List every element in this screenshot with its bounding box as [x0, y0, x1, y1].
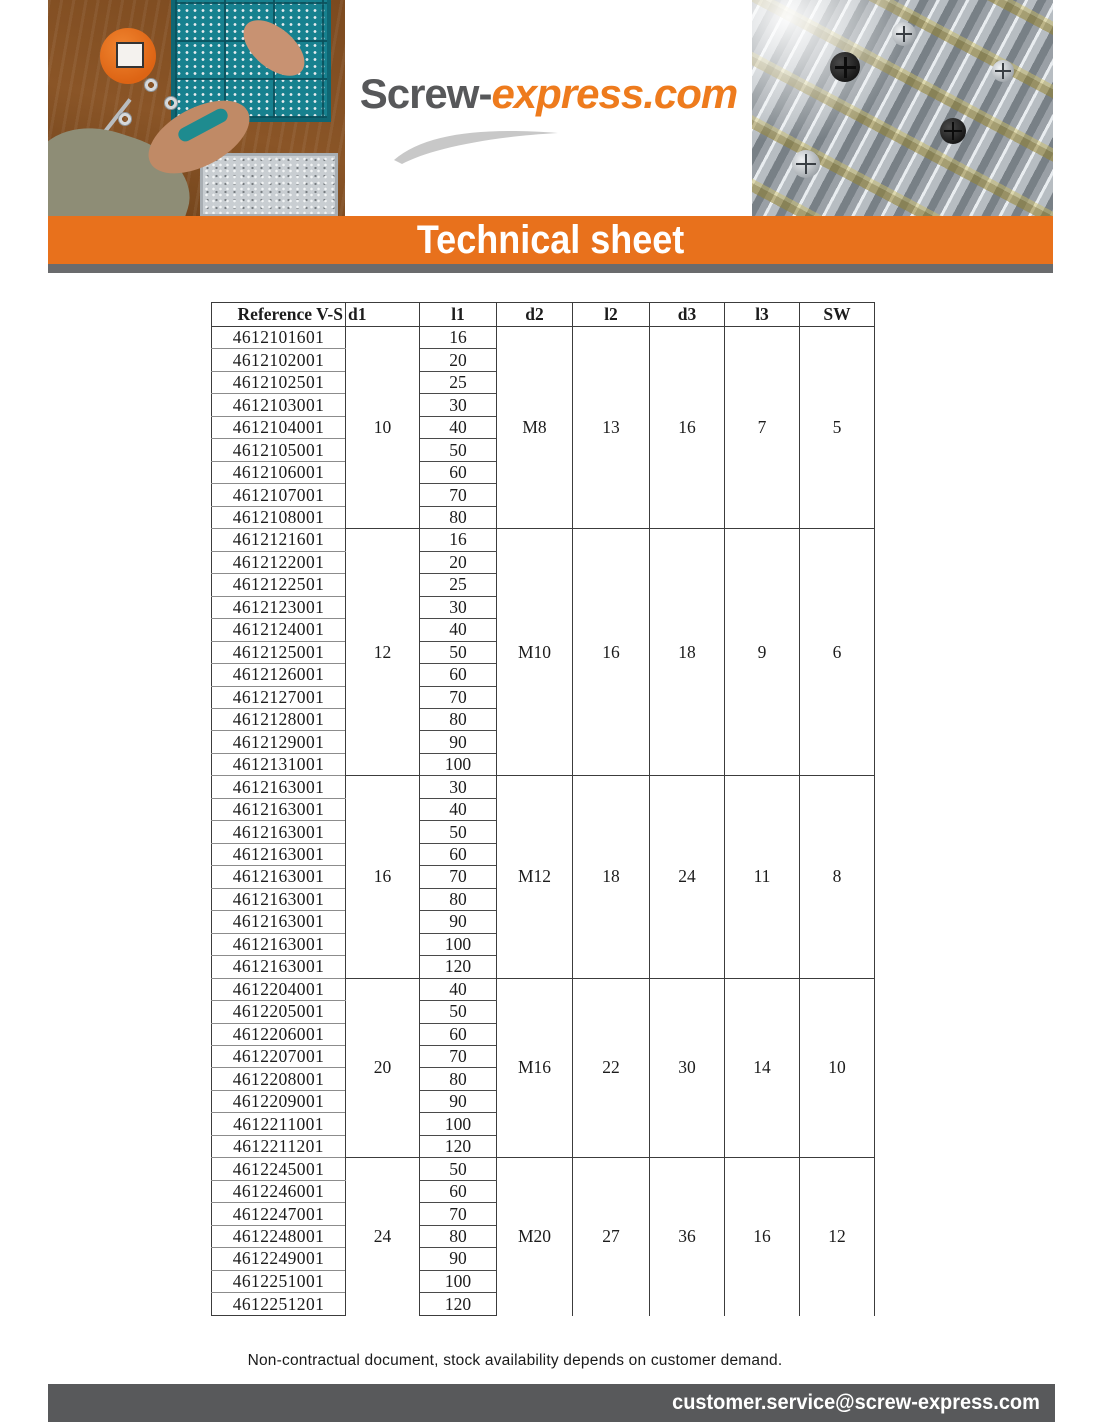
reference-cell: 4612102501	[212, 371, 346, 393]
l1-cell: 90	[420, 731, 497, 753]
screw-head-icon	[830, 52, 860, 82]
l1-cell: 120	[420, 1135, 497, 1157]
reference-cell: 4612245001	[212, 1158, 346, 1180]
reference-cell: 4612209001	[212, 1090, 346, 1112]
col-header-d2: d2	[497, 303, 573, 327]
l1-cell: 30	[420, 394, 497, 416]
reference-cell: 4612249001	[212, 1248, 346, 1270]
screw-head-icon	[792, 150, 820, 178]
reference-cell: 4612251001	[212, 1270, 346, 1292]
l1-cell: 25	[420, 371, 497, 393]
reference-cell: 4612107001	[212, 484, 346, 506]
reference-cell: 4612206001	[212, 1023, 346, 1045]
sw-cell: 6	[800, 529, 875, 776]
l1-cell: 70	[420, 1046, 497, 1068]
sw-cell: 10	[800, 978, 875, 1158]
sw-cell: 12	[800, 1158, 875, 1316]
l1-cell: 80	[420, 708, 497, 730]
screws-pile-photo	[752, 0, 1053, 217]
d2-cell: M8	[497, 327, 573, 529]
logo-text-gray: Screw-	[359, 70, 492, 117]
reference-cell: 4612105001	[212, 439, 346, 461]
d1-cell: 24	[346, 1158, 420, 1316]
l1-cell: 16	[420, 529, 497, 551]
reference-cell: 4612102001	[212, 349, 346, 371]
spec-table	[211, 302, 875, 1316]
d3-cell: 18	[650, 529, 725, 776]
reference-cell: 4612208001	[212, 1068, 346, 1090]
sw-cell: 8	[800, 776, 875, 978]
table-header-row	[212, 303, 875, 327]
reference-cell: 4612204001	[212, 978, 346, 1000]
banner-title-bar	[48, 216, 1053, 264]
footer-bar	[48, 1384, 1055, 1422]
l1-cell: 80	[420, 506, 497, 528]
l1-cell: 100	[420, 753, 497, 775]
screw-tray	[200, 153, 338, 217]
reference-cell: 4612207001	[212, 1046, 346, 1068]
contact-email: customer.service@screw-express.com	[672, 1391, 1040, 1414]
table-row	[212, 327, 875, 349]
reference-cell: 4612211201	[212, 1135, 346, 1157]
d1-cell: 16	[346, 776, 420, 978]
l3-cell: 14	[725, 978, 800, 1158]
l1-cell: 90	[420, 1248, 497, 1270]
l1-cell: 70	[420, 1203, 497, 1225]
reference-cell: 4612122501	[212, 574, 346, 596]
l1-cell: 40	[420, 619, 497, 641]
l3-cell: 7	[725, 327, 800, 529]
l1-cell: 50	[420, 821, 497, 843]
logo-text-orange: express.com	[491, 70, 738, 117]
sw-cell: 5	[800, 327, 875, 529]
d1-cell: 10	[346, 327, 420, 529]
l1-cell: 20	[420, 551, 497, 573]
reference-cell: 4612163001	[212, 933, 346, 955]
l1-cell: 60	[420, 461, 497, 483]
col-header-reference: Reference V-S	[212, 303, 346, 327]
l1-cell: 70	[420, 686, 497, 708]
table-row	[212, 1158, 875, 1180]
d3-cell: 30	[650, 978, 725, 1158]
l1-cell: 70	[420, 484, 497, 506]
reference-cell: 4612246001	[212, 1180, 346, 1202]
reference-cell: 4612163001	[212, 888, 346, 910]
l1-cell: 100	[420, 1113, 497, 1135]
l1-cell: 80	[420, 1225, 497, 1247]
screw-head-icon	[992, 60, 1014, 82]
l1-cell: 25	[420, 574, 497, 596]
banner-divider	[48, 264, 1053, 273]
l2-cell: 27	[573, 1158, 650, 1316]
l1-cell: 60	[420, 1180, 497, 1202]
l1-cell: 50	[420, 1001, 497, 1023]
reference-cell: 4612124001	[212, 619, 346, 641]
l1-cell: 120	[420, 956, 497, 978]
l1-cell: 80	[420, 888, 497, 910]
l1-cell: 60	[420, 1023, 497, 1045]
d3-cell: 16	[650, 327, 725, 529]
l1-cell: 100	[420, 1270, 497, 1292]
table-row	[212, 529, 875, 551]
reference-cell: 4612163001	[212, 866, 346, 888]
col-header-d3: d3	[650, 303, 725, 327]
l1-cell: 50	[420, 1158, 497, 1180]
reference-cell: 4612163001	[212, 956, 346, 978]
reference-cell: 4612126001	[212, 664, 346, 686]
l1-cell: 70	[420, 866, 497, 888]
d1-cell: 20	[346, 978, 420, 1158]
logo-swoosh	[388, 124, 563, 166]
l2-cell: 22	[573, 978, 650, 1158]
reference-cell: 4612122001	[212, 551, 346, 573]
reference-cell: 4612127001	[212, 686, 346, 708]
l1-cell: 90	[420, 1090, 497, 1112]
l1-cell: 30	[420, 776, 497, 798]
screw-organizer-box	[171, 0, 331, 122]
reference-cell: 4612125001	[212, 641, 346, 663]
reference-cell: 4612163001	[212, 911, 346, 933]
reference-cell: 4612163001	[212, 843, 346, 865]
l1-cell: 120	[420, 1293, 497, 1316]
l1-cell: 40	[420, 798, 497, 820]
col-header-d1: d1	[346, 303, 420, 327]
col-header-l2: l2	[573, 303, 650, 327]
reference-cell: 4612123001	[212, 596, 346, 618]
reference-cell: 4612108001	[212, 506, 346, 528]
reference-cell: 4612163001	[212, 821, 346, 843]
reference-cell: 4612248001	[212, 1225, 346, 1247]
reference-cell: 4612131001	[212, 753, 346, 775]
page-title: Technical sheet	[416, 218, 685, 262]
d2-cell: M20	[497, 1158, 573, 1316]
washer	[144, 78, 158, 92]
washer	[164, 96, 178, 110]
l1-cell: 16	[420, 327, 497, 349]
screw-head-icon	[940, 118, 966, 144]
col-header-l1: l1	[420, 303, 497, 327]
screw-express-logo	[345, 70, 752, 118]
l1-cell: 20	[420, 349, 497, 371]
l1-cell: 80	[420, 1068, 497, 1090]
reference-cell: 4612128001	[212, 708, 346, 730]
col-header-sw: SW	[800, 303, 875, 327]
reference-cell: 4612104001	[212, 416, 346, 438]
table-row	[212, 776, 875, 798]
l3-cell: 9	[725, 529, 800, 776]
reference-cell: 4612251201	[212, 1293, 346, 1316]
washer	[118, 112, 132, 126]
l3-cell: 11	[725, 776, 800, 978]
l1-cell: 40	[420, 416, 497, 438]
l2-cell: 18	[573, 776, 650, 978]
l1-cell: 40	[420, 978, 497, 1000]
d2-cell: M16	[497, 978, 573, 1158]
l1-cell: 100	[420, 933, 497, 955]
screw-head-icon	[892, 22, 916, 46]
reference-cell: 4612106001	[212, 461, 346, 483]
reference-cell: 4612163001	[212, 798, 346, 820]
disclaimer-note: Non-contractual document, stock availability depends on customer demand.	[247, 1352, 783, 1369]
reference-cell: 4612211001	[212, 1113, 346, 1135]
d2-cell: M10	[497, 529, 573, 776]
l1-cell: 60	[420, 664, 497, 686]
reference-cell: 4612121601	[212, 529, 346, 551]
reference-cell: 4612129001	[212, 731, 346, 753]
d1-cell: 12	[346, 529, 420, 776]
l1-cell: 30	[420, 596, 497, 618]
reference-cell: 4612163001	[212, 776, 346, 798]
l1-cell: 50	[420, 641, 497, 663]
l2-cell: 13	[573, 327, 650, 529]
workbench-photo	[48, 0, 345, 217]
tape-measure	[100, 28, 156, 84]
d2-cell: M12	[497, 776, 573, 978]
table-row	[212, 978, 875, 1000]
col-header-l3: l3	[725, 303, 800, 327]
reference-cell: 4612103001	[212, 394, 346, 416]
l3-cell: 16	[725, 1158, 800, 1316]
reference-cell: 4612205001	[212, 1001, 346, 1023]
l2-cell: 16	[573, 529, 650, 776]
reference-cell: 4612247001	[212, 1203, 346, 1225]
l1-cell: 60	[420, 843, 497, 865]
d3-cell: 24	[650, 776, 725, 978]
reference-cell: 4612101601	[212, 327, 346, 349]
l1-cell: 90	[420, 911, 497, 933]
l1-cell: 50	[420, 439, 497, 461]
d3-cell: 36	[650, 1158, 725, 1316]
